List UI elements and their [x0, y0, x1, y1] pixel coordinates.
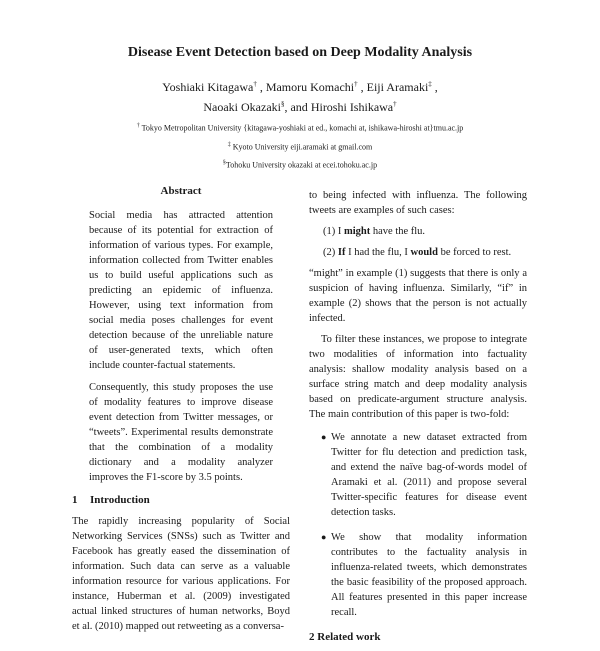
right-column: [309, 188, 527, 651]
abstract-body: [72, 208, 290, 485]
contribution-item: ● We annotate a new dataset extracted from Twitter for flu detection and prediction task, and extend the naïve bag-of-words model of Aramaki et al. (2011) and propose several Twitter-specific features for disease event detection tasks.: [321, 432, 527, 518]
section-title: Introduction: [90, 494, 150, 506]
author-name: Eiji Aramaki: [366, 80, 429, 94]
author-mark: ‡: [428, 80, 432, 88]
bullet-icon: ●: [321, 532, 327, 542]
affiliation-line: † Tokyo Metropolitan University {kitagawa-yoshiaki at ed., komachi at, ishikawa-hiroshi at}tmu.ac.jp: [136, 123, 464, 133]
contribution-list: [309, 430, 527, 620]
author-mark: §: [280, 100, 285, 108]
left-column: [72, 184, 290, 640]
section-heading-related-work: 2 Related work: [309, 631, 381, 643]
author-name: Mamoru Komachi: [265, 80, 355, 94]
author-name: Hiroshi Ishikawa: [310, 100, 394, 114]
example-2: (2) If I had the flu, I would be forced to rest.: [323, 247, 512, 258]
affiliation-line: ‡ Kyoto University eiji.aramaki at gmail.com: [227, 141, 373, 152]
author-line-1: Yoshiaki Kitagawa† , Mamoru Komachi† , Eiji Aramaki‡ ,: [162, 80, 438, 94]
abstract-heading: Abstract: [160, 185, 202, 197]
contribution-item: ● We show that modality information contributes to the factuality analysis in influenza-related tweets, which demonstrates the basic feasibility of the proposed approach. All features presented in this paper increase recall.: [321, 532, 527, 618]
affiliation-line: §Tohoku University okazaki at ecei.tohoku.ac.jp: [222, 160, 378, 170]
filter-paragraph: To filter these instances, we propose to integrate two modalities of information into factuality analysis: shallow modality analysis based on a surface string match and deep modality analysis based on predicate-argument structure analysis. The main contribution of this paper is two-fold:: [309, 334, 527, 420]
abstract-paragraph: Consequently, this study proposes the use of modality features to improve disease event detection from Twitter messages, or “tweets”. Experimental results demonstrate that the combination of a modality dictionary and a modality analyzer improves the F1-score by 3.5 points.: [89, 382, 273, 483]
affiliation-list: [0, 118, 600, 174]
paper-title: Disease Event Detection based on Deep Modality Analysis: [127, 45, 473, 60]
author-name: Naoaki Okazaki: [203, 100, 281, 114]
section-number: 1: [72, 494, 78, 506]
author-list: [0, 76, 600, 116]
author-line-2: Naoaki Okazaki§, and Hiroshi Ishikawa†: [203, 100, 397, 114]
section-heading-introduction: [72, 493, 290, 508]
example-list: [323, 224, 527, 260]
author-mark: †: [253, 80, 257, 88]
example-1: (1) I might have the flu.: [323, 226, 426, 237]
author-mark: †: [354, 80, 358, 88]
abstract-paragraph: Social media has attracted attention because of its potential for extraction of information of various types. For example, information collected from Twitter enables us to build useful applications such as predicting an epidemic of influenza. However, using text information from social media poses challenges for event detection because of the unreliable nature of user-generated texts, which often include counter-factual statements.: [89, 210, 273, 371]
author-name: Yoshiaki Kitagawa: [162, 80, 254, 94]
bullet-icon: ●: [321, 432, 327, 442]
continued-paragraph: to being infected with influenza. The following tweets are examples of such cases:: [309, 190, 527, 216]
intro-paragraph: The rapidly increasing popularity of Social Networking Services (SNSs) such as Twitter and Facebook has greatly eased the dissemination of information. Such data can serve as a valuable information resource for various applications. For instance, Huberman et al. (2009) investigated actual linked structures of human networks, Boyd et al. (2010) mapped out retweeting as a conversa-: [72, 516, 290, 632]
modality-paragraph: “might” in example (1) suggests that there is only a suspicion of having influenza. Similarly, “if” in example (2) shows that the person is not actually infected.: [309, 268, 527, 324]
author-mark: †: [393, 100, 397, 108]
